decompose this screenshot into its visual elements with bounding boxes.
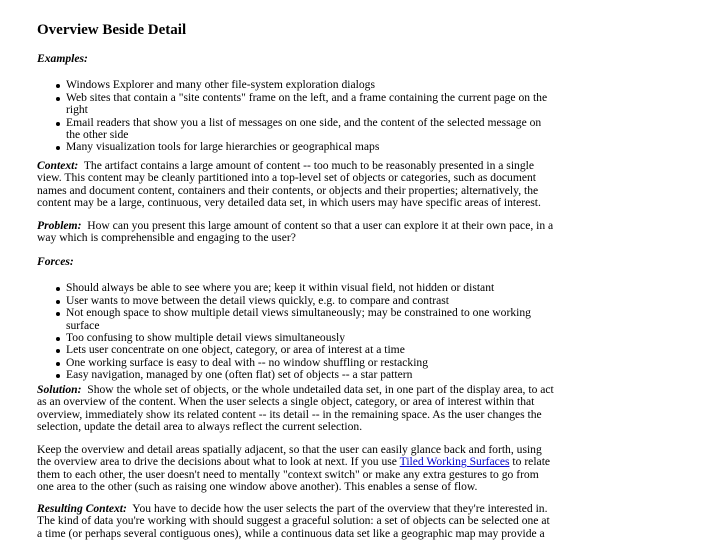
examples-label: Examples: <box>37 52 88 65</box>
list-item: Lets user concentrate on one object, category, or area of interest at a time <box>66 344 557 356</box>
examples-section <box>37 53 557 154</box>
forces-label: Forces: <box>37 255 74 268</box>
bullet-icon <box>56 300 60 304</box>
resulting-context-text: You have to decide how the user selects the part of the overview that they're interested in. The kind of data you're working with should suggest a graceful solution: a set of objects can be selected one at a time (or perhaps several contiguous ones), while a continuous data set like a geographic map may provide a <box>37 502 550 540</box>
bullet-icon <box>56 122 60 126</box>
list-item: Should always be able to see where you are; keep it within visual field, not hidden or distant <box>66 282 557 294</box>
list-item: Too confusing to show multiple detail views simultaneously <box>66 332 557 344</box>
list-item: Email readers that show you a list of messages on one side, and the content of the selected message on the other side <box>66 117 557 142</box>
bullet-icon <box>56 84 60 88</box>
problem-label: Problem: <box>37 219 82 232</box>
list-item: Not enough space to show multiple detail views simultaneously; may be constrained to one working surface <box>66 307 557 332</box>
list-item: One working surface is easy to deal with -- no window shuffling or restacking <box>66 357 557 369</box>
page-title: Overview Beside Detail <box>37 22 187 38</box>
context-text: The artifact contains a large amount of content -- too much to be reasonably presented in a single view. This content may be cleanly partitioned into a top-level set of objects or categories, such as document names and document content, containers and their contents, or objects and their properties; alternatively, the content may be a large, continuous, very detailed data set, in which users may have specific areas of interest. <box>37 159 541 210</box>
list-item: Web sites that contain a "site contents" frame on the left, and a frame containing the current page on the right <box>66 92 557 117</box>
solution-text: Show the whole set of objects, or the whole undetailed data set, in one part of the display area, to act as an overview of the content. When the user selects a single object, category, or area of interest within that overview, immediately show its related content -- its detail -- in the remaining space. As the user changes the selection, update the detail area to always reflect the current selection. <box>37 383 554 434</box>
forces-list <box>37 282 557 381</box>
resulting-context-label: Resulting Context: <box>37 502 127 515</box>
bullet-icon <box>56 312 60 316</box>
solution-continued: Keep the overview and detail areas spatially adjacent, so that the user can easily glance back and forth, using the overview area to drive the decisions about what to look at next. If you use Tiled Working Surfaces to relate them to each other, the user doesn't need to mentally "context switch" or make any extra gestures to go from one area to the other (such as raising one window above another). This enables a sense of flow. <box>37 443 551 494</box>
bullet-icon <box>56 97 60 101</box>
bullet-icon <box>56 349 60 353</box>
bullet-icon <box>56 287 60 291</box>
context-label: Context: <box>37 159 79 172</box>
problem-section <box>37 220 557 245</box>
bullet-icon <box>56 337 60 341</box>
solution-section <box>37 384 557 434</box>
problem-text: How can you present this large amount of content so that a user can explore it at their own pace, in a way which is comprehensible and engaging to the user? <box>37 219 554 245</box>
examples-list <box>37 79 557 153</box>
list-item: Windows Explorer and many other file-system exploration dialogs <box>66 79 557 91</box>
bullet-icon <box>56 374 60 378</box>
bullet-icon <box>56 146 60 150</box>
list-item: Many visualization tools for large hierarchies or geographical maps <box>66 141 557 153</box>
context-section <box>37 160 557 210</box>
forces-section <box>37 256 557 382</box>
tiled-working-surfaces-link[interactable]: Tiled Working Surfaces <box>399 455 510 469</box>
resulting-context-section <box>37 503 557 540</box>
list-item: Easy navigation, managed by one (often flat) set of objects -- a star pattern <box>66 369 557 381</box>
solution-label: Solution: <box>37 383 82 396</box>
list-item: User wants to move between the detail views quickly, e.g. to compare and contrast <box>66 295 557 307</box>
bullet-icon <box>56 362 60 366</box>
